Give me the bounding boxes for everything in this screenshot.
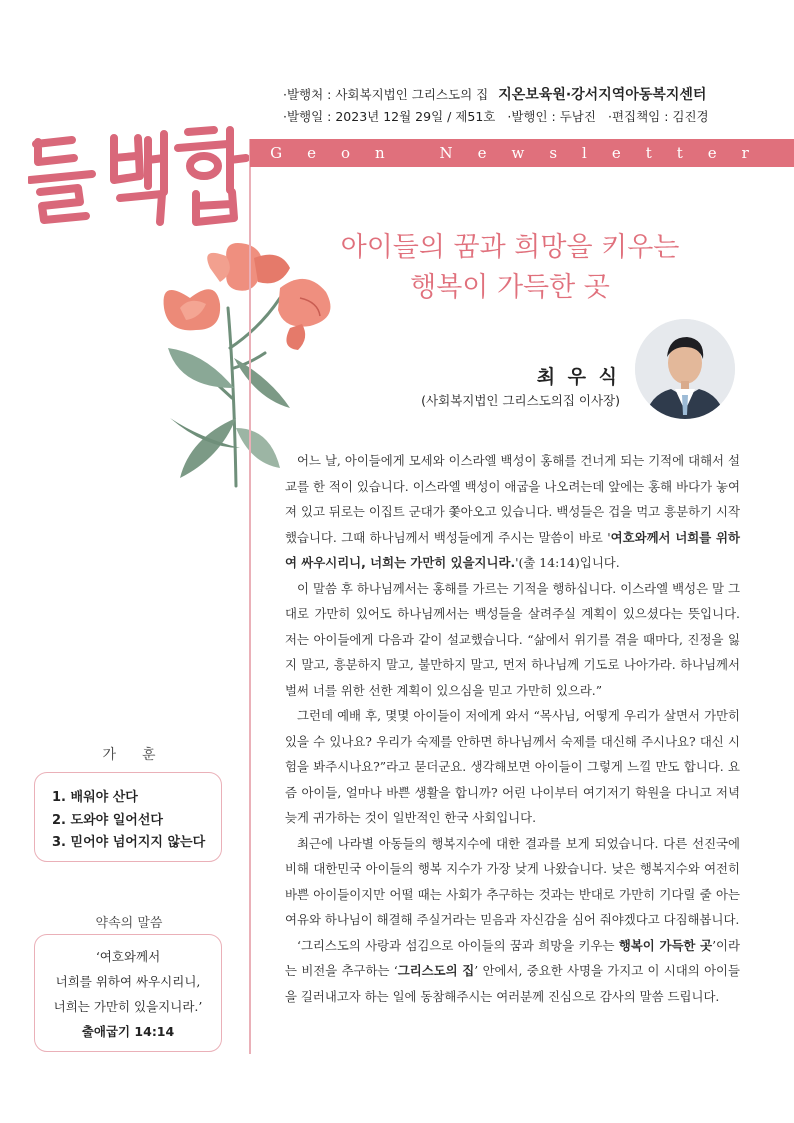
- author-portrait: [635, 319, 735, 419]
- logo-lettering: [28, 118, 250, 238]
- bold-quote: 여호와께서 너희를 위하여 싸우시리니, 너희는 가만히 있을지니라.: [285, 529, 740, 570]
- bold-org: 그리스도의 집: [397, 963, 475, 978]
- banner-title: Geon Newsletter: [270, 144, 774, 162]
- bold-vision: 행복이 가득한 곳: [618, 937, 713, 953]
- motto-title: 가훈: [102, 747, 182, 763]
- promise-box: [34, 934, 222, 1052]
- article-body: [285, 448, 740, 1009]
- headline-line-1: 아이들의 꿈과 희망을 키우는: [340, 232, 680, 263]
- paragraph: 최근에 나라별 아동들의 행복지수에 대한 결과를 보게 되었습니다. 다른 선진국에 비해 대한민국 아이들의 행복 지수가 가장 낮게 나왔습니다. 낮은 행복지수와 여전히 바쁜 아이들이지만 어떨 때는 사회가 추구하는 것과는 반대로 가만히 기다릴 줄 아는 여유와 하나님이 해결해 주실거라는 믿음과 자신감을 심어 줘야겠다고 다짐해봅니다.: [285, 835, 740, 927]
- motto-item: 1. 배워야 산다: [52, 790, 138, 805]
- promise-line: 너희는 가만히 있을지니라.’: [53, 999, 203, 1014]
- paragraph: ‘그리스도의 사랑과 섬김으로 아이들의 꿈과 희망을 키우는 행복이 가득한 곳’이라는 비전을 추구하는 ‘그리스도의 집’ 안에서, 중요한 사명을 가지고 이 시대의 아이들을 길러내고자 하는 일에 동참해주시는 여러분께 진심으로 감사의 말씀 드립니다.: [285, 937, 740, 1004]
- promise-line: 너희를 위하여 싸우시리니,: [55, 974, 201, 989]
- paragraph: 어느 날, 아이들에게 모세와 이스라엘 백성이 홍해를 건너게 되는 기적에 대해서 설교를 한 적이 있습니다. 이스라엘 백성이 애굽을 나오려는데 앞에는 홍해 바다가 놓여져 있고 뒤로는 이집트 군대가 쫓아오고 있습니다. 백성들은 겁을 먹고 흥분하기 시작했습니다. 그때 하나님께서 백성들에게 주시는 말씀이 바로 '여호와께서 너희를 위하여 싸우시리니, 너희는 가만히 있을지니라.'(출 14:14)입니다.: [285, 453, 740, 570]
- motto-box: [34, 772, 222, 862]
- publisher-info: [283, 84, 783, 128]
- paragraph: 그런데 예배 후, 몇몇 아이들이 저에게 와서 “목사님, 어떻게 우리가 살면서 가만히 있을 수 있나요? 우리가 숙제를 안하면 하나님께서 숙제를 대신해 주시나요? 대신 시험을 봐주시나요?”라고 묻더군요. 생각해보면 아이들이 그렇게 느낄 만도 합니다. 요즘 아이들, 얼마나 바쁜 생활을 합니까? 어린 나이부터 여기저기 학원을 다니고 저녁 늦게 귀가하는 것이 일반적인 한국 사회입니다.: [285, 708, 740, 825]
- issue-row: [283, 106, 783, 128]
- paragraph: 이 말씀 후 하나님께서는 홍해를 가르는 기적을 행하십니다. 이스라엘 백성은 말 그대로 가만히 있어도 하나님께서는 백성들을 살려주실 계획이 있으셨다는 뜻입니다. 저는 아이들에게 다음과 같이 설교했습니다. “삶에서 위기를 겪을 때마다, 진정을 잃지 말고, 흥분하지 말고, 불만하지 말고, 먼저 하나님께 기도로 나아가라. 하나님께서 벌써 너를 위한 선한 계획이 있으심을 믿고 가만히 있으라.”: [285, 580, 740, 698]
- issue-date: ·발행일 : 2023년 12월 29일 / 제51호: [283, 109, 496, 124]
- promise-title: 약속의 말씀: [95, 916, 163, 931]
- article-headline: [290, 228, 730, 308]
- motto-item: 2. 도와야 일어선다: [52, 812, 163, 828]
- motto-item: 3. 믿어야 넘어지지 않는다: [52, 835, 206, 850]
- publisher-row: [283, 84, 783, 106]
- publisher-org: 지온보육원·강서지역아동복지센터: [498, 87, 707, 103]
- issuer: ·발행인 : 두남진: [507, 109, 596, 124]
- publisher-label: ·발행처 : 사회복지법인 그리스도의 집: [283, 87, 489, 102]
- newsletter-logo: [28, 118, 250, 238]
- column-divider: [249, 139, 251, 1054]
- author-title: (사회복지법인 그리스도의집 이사장): [421, 393, 620, 408]
- editor: ·편집책임 : 김진경: [607, 109, 709, 124]
- headline-line-2: 행복이 가득한 곳: [410, 272, 610, 303]
- promise-reference: 출애굽기 14:14: [81, 1024, 175, 1039]
- promise-line: ‘여호와께서: [95, 949, 161, 964]
- author-name: 최 우 식: [536, 366, 620, 388]
